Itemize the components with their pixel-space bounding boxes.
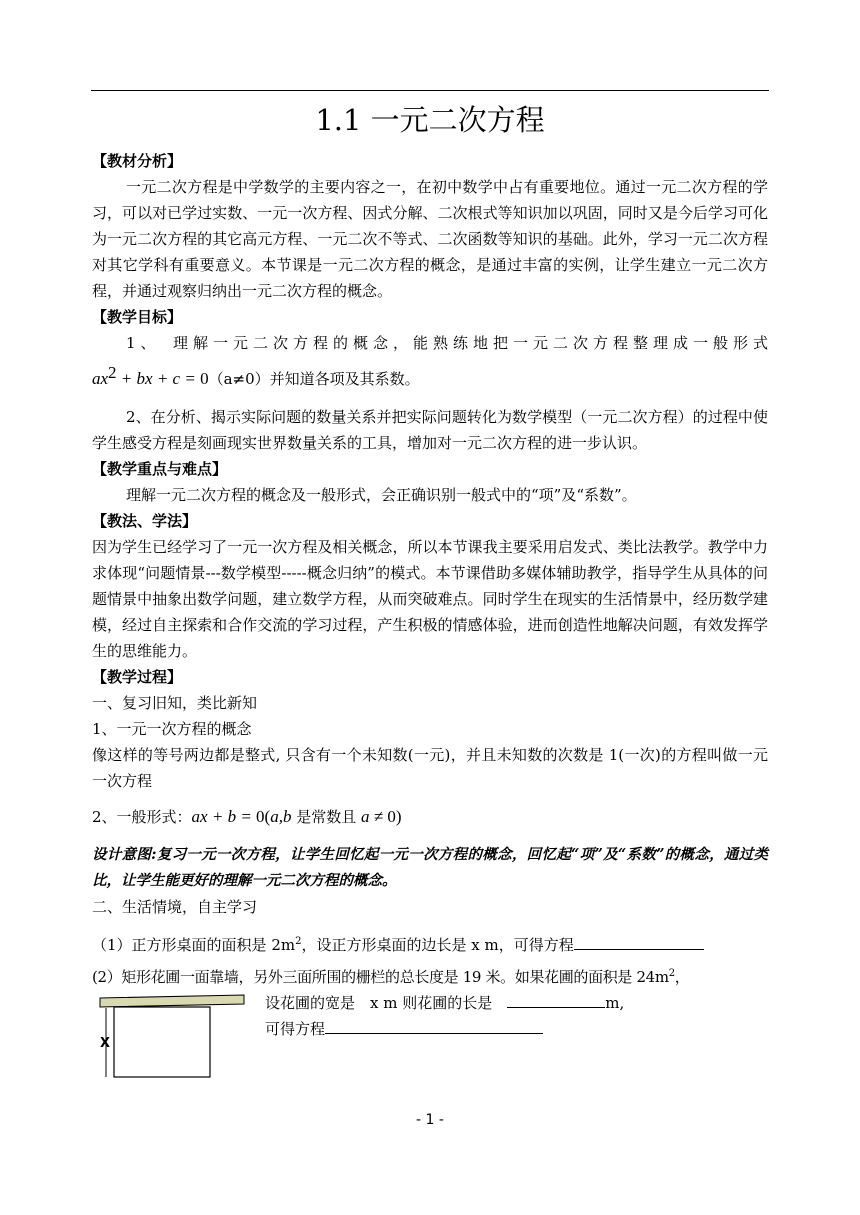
general-form-equation: $ax^2$ + bx + c = 0（a≠0）并知道各项及其系数。: [92, 363, 420, 388]
question-1-text: （1）正方形桌面的面积是 2m: [92, 936, 296, 954]
document-body: [92, 148, 768, 1080]
process-part-2: 二、生活情境，自主学习: [92, 898, 258, 916]
analysis-paragraph: 一元二次方程是中学数学的主要内容之一，在初中数学中占有重要地位。通过一元二次方程的学习，可以对已学过实数、一元一次方程、因式分解、二次根式等知识加以巩固，同时又是今后学习可化为一元二次方程的其它高元方程、一元二次不等式、二次函数等知识的基础。此外，学习一元二次方程对其它学科有重要意义。本节课是一元二次方程的概念，是通过丰富的实例，让学生建立一元二次方程，并通过观察归纳出一元二次方程的概念。: [92, 178, 768, 300]
question-1-text-b: ，设正方形桌面的边长是 x m，可得方程: [301, 936, 574, 954]
question-2-detail: [92, 990, 768, 1080]
linear-equation: ax + b =: [191, 807, 257, 826]
header-rule: [91, 90, 769, 91]
section-heading-goals: 【教学目标】: [92, 308, 183, 326]
garden-rectangle: [114, 1007, 210, 1077]
width-label: X: [100, 1036, 111, 1051]
goal-item-1-suffix: 并知道各项及其系数。: [269, 370, 420, 388]
design-intent: [92, 842, 768, 894]
question-1-answer-blank[interactable]: [574, 933, 704, 950]
design-intent-label: 设计意图:: [92, 846, 157, 863]
page-title: 1.1 一元二次方程: [315, 103, 545, 137]
linear-end: 0): [387, 807, 402, 826]
general-form-prefix: 2、一般形式：: [92, 808, 192, 826]
goal-item-2: 2、在分析、揭示实际问题的数量关系并把实际问题转化为数学模型（一元二次方程）的过程中使学生感受方程是刻画现实世界数量关系的工具，增加对一元二次方程的进一步认识。: [92, 408, 768, 452]
question-2-line-2-text: 可得方程: [265, 1020, 326, 1038]
question-2-sup: 2: [668, 968, 675, 979]
section-heading-analysis: 【教材分析】: [92, 152, 183, 170]
concept-body: 像这样的等号两边都是整式, 只含有一个未知数(一元)，并且未知数的次数是 1(一次)的方程叫做一元一次方程: [92, 746, 768, 790]
question-2-text-b: ，: [674, 968, 690, 986]
linear-condition: a ≠: [361, 807, 388, 826]
linear-zero: 0(: [256, 807, 271, 826]
question-2-line-1-unit: m,: [605, 994, 625, 1012]
section-heading-process: 【教学过程】: [92, 668, 183, 686]
equation-condition: （a≠0）: [208, 370, 270, 388]
goal-item-1-text: 1、 理解一元二次方程的概念，能熟练地把一元二次方程整理成一般形式: [126, 334, 768, 352]
page-number: - 1 -: [416, 1112, 444, 1128]
linear-ab: a,b: [270, 807, 292, 826]
question-2-line-2: [265, 1016, 765, 1042]
question-1-sup: 2: [295, 936, 302, 947]
length-answer-blank[interactable]: [507, 991, 605, 1008]
question-1: [92, 932, 768, 958]
process-part-1: 一、复习旧知，类比新知: [92, 694, 258, 712]
equation-rest: + bx + c =: [116, 369, 201, 388]
key-points-paragraph: 理解一元二次方程的概念及一般形式，会正确识别一般式中的“项”及“系数”。: [126, 486, 637, 504]
question-2-line-1: [265, 990, 765, 1016]
question-2-line-1-text: 设花圃的宽是 x m 则花圃的长是: [265, 994, 493, 1012]
garden-figure: [92, 992, 252, 1080]
design-intent-body: 复习一元一次方程，让学生回忆起一元一次方程的概念，回忆起“项”及“系数”的概念，通过类比，让学生能更好的理解一元二次方程的概念。: [92, 846, 768, 889]
equation-ax: ax: [92, 369, 109, 388]
question-2-text: (2）矩形花圃一面靠墙，另外三面所围的栅栏的总长度是 19 米。如果花圃的面积是 24m: [92, 968, 669, 986]
wall-shape: [100, 995, 244, 1007]
linear-general-form: [92, 804, 768, 830]
methods-paragraph: 因为学生已经学习了一元一次方程及相关概念，所以本节课我主要采用启发式、类比法教学。教学中力求体现“问题情景---数学模型-----概念归纳”的模式。本节课借助多媒体辅助教学，指导学生从具体的问题情景中抽象出数学问题，建立数学方程，从而突破难点。同时学生在现实的生活情景中，经历数学建模，经过自主探索和合作交流的学习过程，产生积极的情感体验，进而创造性地解决问题，有效发挥学生的思维能力。: [92, 538, 768, 660]
equation-zero: 0: [200, 369, 209, 388]
question-2: [92, 964, 768, 990]
equation-answer-blank[interactable]: [325, 1017, 543, 1034]
linear-mid: 是常数且: [291, 808, 362, 826]
section-heading-key-points: 【教学重点与难点】: [92, 460, 228, 478]
section-heading-methods: 【教法、学法】: [92, 512, 198, 530]
concept-title: 1、一元一次方程的概念: [92, 720, 252, 738]
question-2-lines: [265, 990, 765, 1042]
goal-item-1: [92, 330, 768, 356]
